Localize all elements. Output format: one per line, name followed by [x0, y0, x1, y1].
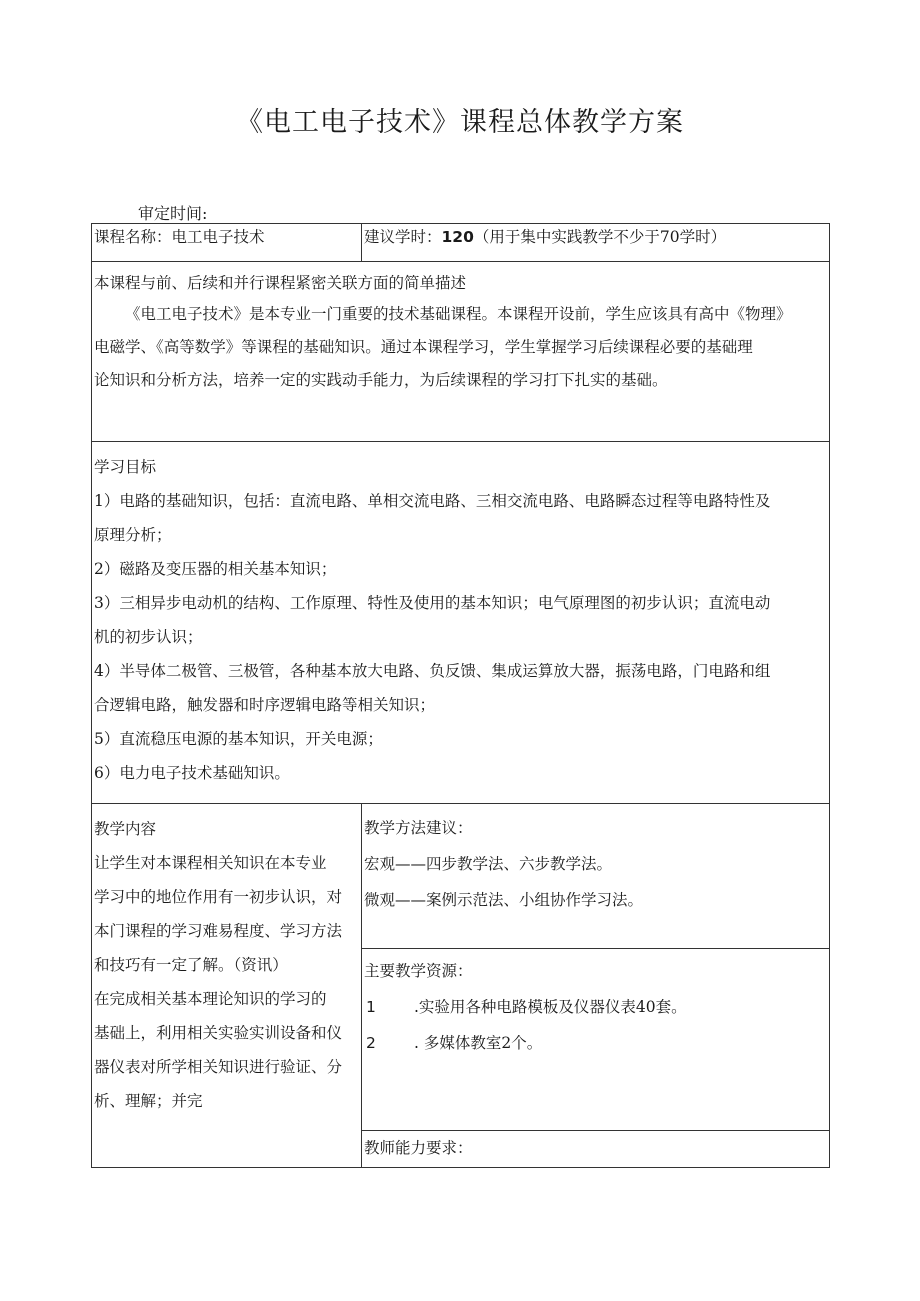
- course-name: 课程名称：电工电子技术: [94, 228, 265, 246]
- teaching-content-cell: [92, 804, 362, 1168]
- learning-objectives-cell: [92, 442, 830, 804]
- content-line: 基础上，利用相关实验实训设备和仪: [94, 1024, 343, 1042]
- methods-heading: 教学方法建议：: [364, 819, 473, 837]
- resources-heading: 主要教学资源：: [364, 962, 473, 980]
- content-line: 在完成相关基本理论知识的学习的: [94, 990, 327, 1008]
- objective-line: 4）半导体二极管、三极管，各种基本放大电路、负反馈、集成运算放大器，振荡电路，门电路和组: [94, 662, 771, 680]
- content-line: 学习中的地位作用有一初步认识，对: [94, 888, 343, 906]
- objective-line: 机的初步认识；: [94, 628, 203, 646]
- relation-line: 论知识和分析方法，培养一定的实践动手能力，为后续课程的学习打下扎实的基础。: [94, 371, 668, 389]
- document-title: 《电工电子技术》课程总体教学方案: [236, 107, 684, 138]
- method-line: 微观——案例示范法、小组协作学习法。: [364, 891, 644, 909]
- resource-item: [364, 989, 829, 1025]
- suggested-hours-cell: [362, 224, 830, 262]
- resource-text: . 多媒体教室2个。: [414, 1034, 543, 1052]
- objective-line: 1）电路的基础知识，包括：直流电路、单相交流电路、三相交流电路、电路瞬态过程等电路特性及: [94, 492, 771, 510]
- objective-line: 原理分析；: [94, 526, 172, 544]
- suggested-hours-note: （用于集中实践教学不少于70学时）: [473, 228, 727, 246]
- content-line: 器仪表对所学相关知识进行验证、分: [94, 1058, 343, 1076]
- course-plan-table: [91, 223, 830, 1168]
- teaching-methods-cell: [362, 804, 830, 949]
- suggested-hours-value: 120: [441, 228, 474, 246]
- course-relation-cell: [92, 262, 830, 442]
- content-line: 和技巧有一定了解。（资讯）: [94, 956, 288, 974]
- course-name-cell: [92, 224, 362, 262]
- objective-line: 合逻辑电路，触发器和时序逻辑电路等相关知识；: [94, 696, 436, 714]
- objective-line: 6）电力电子技术基础知识。: [94, 764, 290, 782]
- content-line: 析、理解；并完: [94, 1092, 203, 1110]
- resource-text: .实验用各种电路模板及仪器仪表40套。: [414, 998, 687, 1016]
- relation-heading: 本课程与前、后续和并行课程紧密关联方面的简单描述: [94, 274, 467, 292]
- suggested-hours-label: 建议学时：: [364, 228, 442, 246]
- resource-number: 1: [366, 998, 376, 1016]
- teacher-requirements-cell: [362, 1131, 830, 1168]
- relation-line: 电磁学、《高等数学》等课程的基础知识。通过本课程学习，学生掌握学习后续课程必要的基础理: [94, 338, 753, 356]
- objective-line: 3）三相异步电动机的结构、工作原理、特性及使用的基本知识；电气原理图的初步认识；直流电动: [94, 594, 771, 612]
- content-line: 本门课程的学习难易程度、学习方法: [94, 922, 343, 940]
- teacher-heading: 教师能力要求：: [364, 1139, 473, 1157]
- objective-line: 2）磁路及变压器的相关基本知识；: [94, 560, 337, 578]
- resource-number: 2: [366, 1034, 376, 1052]
- method-line: 宏观——四步教学法、六步教学法。: [364, 855, 613, 873]
- objective-line: 5）直流稳压电源的基本知识，开关电源；: [94, 730, 383, 748]
- relation-line: 《电工电子技术》是本专业一门重要的技术基础课程。本课程开设前，学生应该具有高中《物理》: [125, 305, 792, 323]
- resource-item: [364, 1025, 829, 1061]
- content-heading: 教学内容: [94, 820, 157, 838]
- objectives-heading: 学习目标: [94, 458, 157, 476]
- teaching-resources-cell: [362, 949, 830, 1131]
- review-time-label: 审定时间:: [138, 204, 208, 223]
- content-line: 让学生对本课程相关知识在本专业: [94, 854, 327, 872]
